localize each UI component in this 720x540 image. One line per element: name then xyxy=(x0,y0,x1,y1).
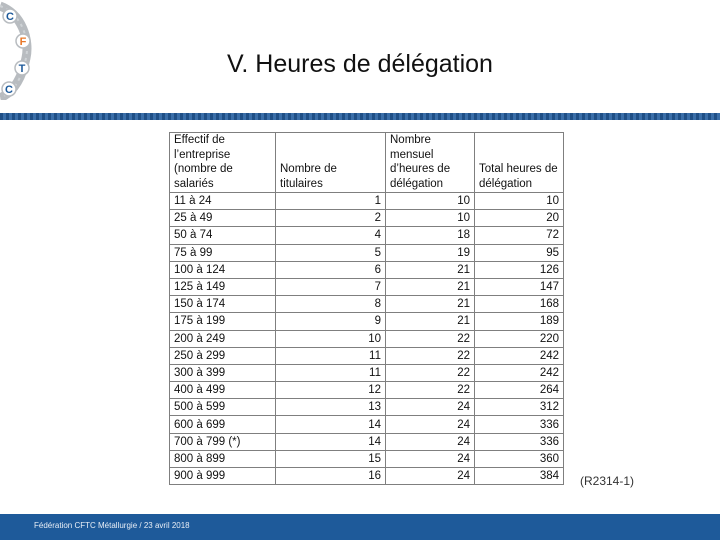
table-row xyxy=(170,261,564,278)
cell-monthly-hours: 22 xyxy=(386,364,475,381)
cell-total-hours: 220 xyxy=(475,330,564,347)
table-row xyxy=(170,433,564,450)
logo-letter-badge xyxy=(16,34,30,48)
table-row xyxy=(170,450,564,467)
cell-holders: 1 xyxy=(276,193,386,210)
column-header-total-hours: Total heures de délégation xyxy=(475,133,564,193)
cell-monthly-hours: 22 xyxy=(386,382,475,399)
column-header-holders: Nombre de titulaires xyxy=(276,133,386,193)
slide-title: V. Heures de délégation xyxy=(227,50,493,78)
cell-monthly-hours: 24 xyxy=(386,416,475,433)
cell-holders: 12 xyxy=(276,382,386,399)
cell-holders: 15 xyxy=(276,450,386,467)
cell-total-hours: 126 xyxy=(475,261,564,278)
cell-company-size: 300 à 399 xyxy=(170,364,276,381)
cell-monthly-hours: 10 xyxy=(386,193,475,210)
cell-total-hours: 168 xyxy=(475,296,564,313)
cell-holders: 6 xyxy=(276,261,386,278)
cell-monthly-hours: 10 xyxy=(386,210,475,227)
legal-reference: (R2314-1) xyxy=(580,474,635,488)
table-row xyxy=(170,278,564,295)
cell-holders: 11 xyxy=(276,364,386,381)
logo-letter: C xyxy=(5,84,13,96)
cell-holders: 16 xyxy=(276,468,386,485)
cell-monthly-hours: 21 xyxy=(386,261,475,278)
table-row xyxy=(170,416,564,433)
delegation-hours-table xyxy=(169,132,564,485)
cell-company-size: 125 à 149 xyxy=(170,278,276,295)
table-row xyxy=(170,193,564,210)
cell-company-size: 75 à 99 xyxy=(170,244,276,261)
table-row xyxy=(170,313,564,330)
cell-total-hours: 336 xyxy=(475,433,564,450)
cell-holders: 14 xyxy=(276,416,386,433)
cell-holders: 2 xyxy=(276,210,386,227)
footer-text: Fédération CFTC Métallurgie / 23 avril 2018 xyxy=(34,521,190,530)
cell-monthly-hours: 18 xyxy=(386,227,475,244)
cell-monthly-hours: 24 xyxy=(386,468,475,485)
cftc-logo xyxy=(0,0,34,100)
cell-monthly-hours: 21 xyxy=(386,313,475,330)
cell-holders: 7 xyxy=(276,278,386,295)
cell-total-hours: 264 xyxy=(475,382,564,399)
table-row xyxy=(170,382,564,399)
table-row xyxy=(170,210,564,227)
cell-company-size: 700 à 799 (*) xyxy=(170,433,276,450)
cell-holders: 4 xyxy=(276,227,386,244)
cell-company-size: 50 à 74 xyxy=(170,227,276,244)
footer-bar xyxy=(0,514,720,540)
cell-monthly-hours: 22 xyxy=(386,330,475,347)
cell-company-size: 175 à 199 xyxy=(170,313,276,330)
cell-company-size: 400 à 499 xyxy=(170,382,276,399)
cell-total-hours: 242 xyxy=(475,347,564,364)
cell-company-size: 500 à 599 xyxy=(170,399,276,416)
cell-total-hours: 10 xyxy=(475,193,564,210)
cell-company-size: 900 à 999 xyxy=(170,468,276,485)
cell-total-hours: 95 xyxy=(475,244,564,261)
cell-company-size: 150 à 174 xyxy=(170,296,276,313)
header-divider xyxy=(0,113,720,120)
logo-letter-badge xyxy=(2,82,16,96)
cell-holders: 14 xyxy=(276,433,386,450)
table-row xyxy=(170,330,564,347)
table-header-row xyxy=(170,133,564,193)
cell-company-size: 25 à 49 xyxy=(170,210,276,227)
column-header-company-size: Effectif de l’entreprise (nombre de salariés xyxy=(170,133,276,193)
cell-monthly-hours: 21 xyxy=(386,278,475,295)
logo-letter-badge xyxy=(15,61,29,75)
cell-company-size: 11 à 24 xyxy=(170,193,276,210)
cell-holders: 10 xyxy=(276,330,386,347)
cell-total-hours: 360 xyxy=(475,450,564,467)
logo-letter: F xyxy=(19,36,27,48)
cell-monthly-hours: 22 xyxy=(386,347,475,364)
cell-holders: 13 xyxy=(276,399,386,416)
cell-company-size: 800 à 899 xyxy=(170,450,276,467)
cell-monthly-hours: 24 xyxy=(386,433,475,450)
cell-total-hours: 312 xyxy=(475,399,564,416)
cell-company-size: 250 à 299 xyxy=(170,347,276,364)
table-row xyxy=(170,244,564,261)
cell-total-hours: 242 xyxy=(475,364,564,381)
cell-monthly-hours: 21 xyxy=(386,296,475,313)
logo-letter-badge xyxy=(3,9,17,23)
cell-company-size: 200 à 249 xyxy=(170,330,276,347)
cell-company-size: 100 à 124 xyxy=(170,261,276,278)
cell-holders: 5 xyxy=(276,244,386,261)
cell-monthly-hours: 24 xyxy=(386,450,475,467)
table-row xyxy=(170,468,564,485)
table-row xyxy=(170,364,564,381)
cell-total-hours: 189 xyxy=(475,313,564,330)
cell-monthly-hours: 24 xyxy=(386,399,475,416)
cell-total-hours: 147 xyxy=(475,278,564,295)
cell-monthly-hours: 19 xyxy=(386,244,475,261)
delegation-table-container xyxy=(169,132,564,485)
cell-company-size: 600 à 699 xyxy=(170,416,276,433)
logo-letter: T xyxy=(18,63,26,75)
cell-holders: 11 xyxy=(276,347,386,364)
cell-holders: 9 xyxy=(276,313,386,330)
table-row xyxy=(170,227,564,244)
table-row xyxy=(170,399,564,416)
cell-total-hours: 72 xyxy=(475,227,564,244)
column-header-monthly-hours: Nombre mensuel d’heures de délégation xyxy=(386,133,475,193)
cell-total-hours: 20 xyxy=(475,210,564,227)
table-row xyxy=(170,296,564,313)
logo-letter: C xyxy=(6,11,14,23)
cell-holders: 8 xyxy=(276,296,386,313)
cell-total-hours: 336 xyxy=(475,416,564,433)
cell-total-hours: 384 xyxy=(475,468,564,485)
table-row xyxy=(170,347,564,364)
